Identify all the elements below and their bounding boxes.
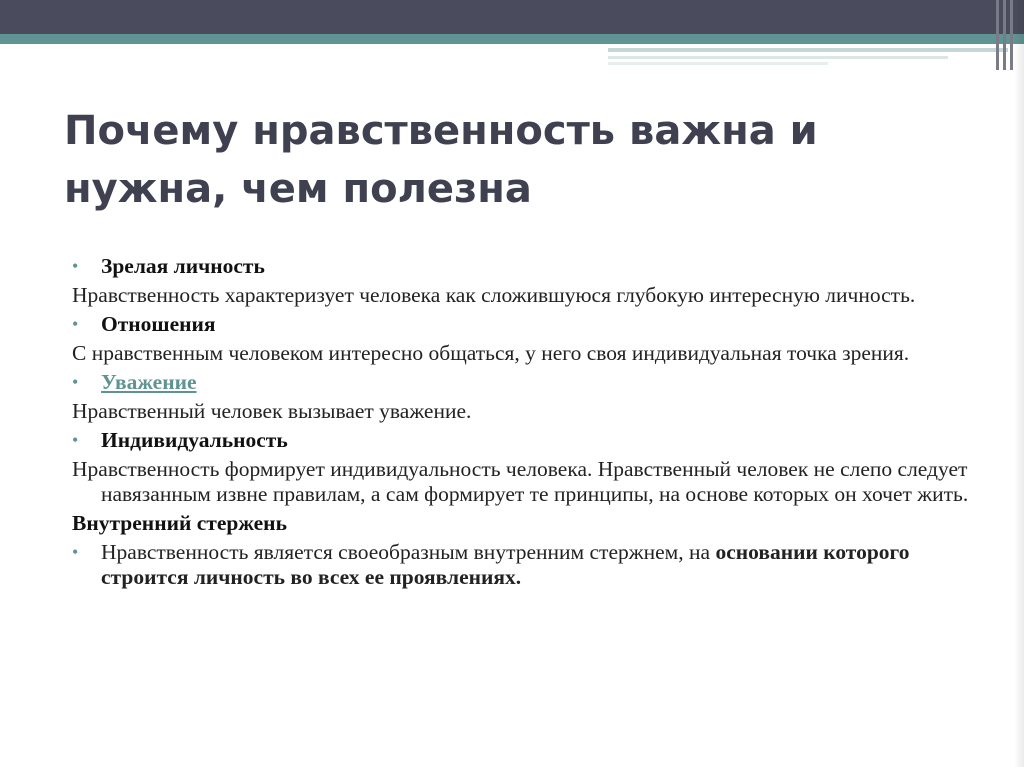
slide-title: Почему нравственность важна и нужна, чем полезна <box>64 108 818 212</box>
final-heading: Внутренний стержень <box>72 511 287 535</box>
respect-link[interactable]: Уважение <box>101 370 197 394</box>
bullet-icon: • <box>72 542 79 562</box>
item-text: Нравственность характеризует человека как сложившуюся глубокую интересную личность. <box>72 283 916 307</box>
decor-line-2 <box>608 56 948 59</box>
final-text-regular: Нравственность является своеобразным внутренним стержнем, на <box>101 540 716 564</box>
top-band-dark <box>0 0 1024 34</box>
decor-stripe-1 <box>996 0 999 70</box>
item-text: Нравственный человек вызывает уважение. <box>72 399 472 423</box>
bullet-icon: • <box>72 430 79 450</box>
bullet-icon: • <box>72 314 79 334</box>
decor-stripe-2 <box>1003 0 1006 70</box>
decor-line-3 <box>608 62 828 65</box>
bullet-item-relations <box>72 312 972 337</box>
slide-content <box>72 254 972 594</box>
bullet-item-respect <box>72 370 972 395</box>
item-heading: Зрелая личность <box>101 254 265 278</box>
bullet-item-mature-personality <box>72 254 972 279</box>
decor-line-1 <box>608 48 1008 52</box>
item-text: Нравственность формирует индивидуальность человека. Нравственный человек не слепо следует навязанным извне правилам, а сам формирует те принципы, на основе которых он хочет жить. <box>72 457 969 506</box>
item-text: С нравственным человеком интересно общаться, у него своя индивидуальная точка зрения. <box>72 341 910 365</box>
bullet-icon: • <box>72 256 79 276</box>
item-heading: Индивидуальность <box>101 428 288 452</box>
final-text-bold: основании которого строится личность во всех ее проявлениях. <box>101 540 910 589</box>
bullet-icon: • <box>72 372 79 392</box>
item-heading: Отношения <box>101 312 216 336</box>
top-band-teal <box>0 34 1024 44</box>
edge-shadow <box>1014 0 1024 767</box>
decor-stripe-3 <box>1010 0 1013 70</box>
bullet-item-individuality <box>72 428 972 453</box>
bullet-item-inner-core <box>72 540 972 590</box>
